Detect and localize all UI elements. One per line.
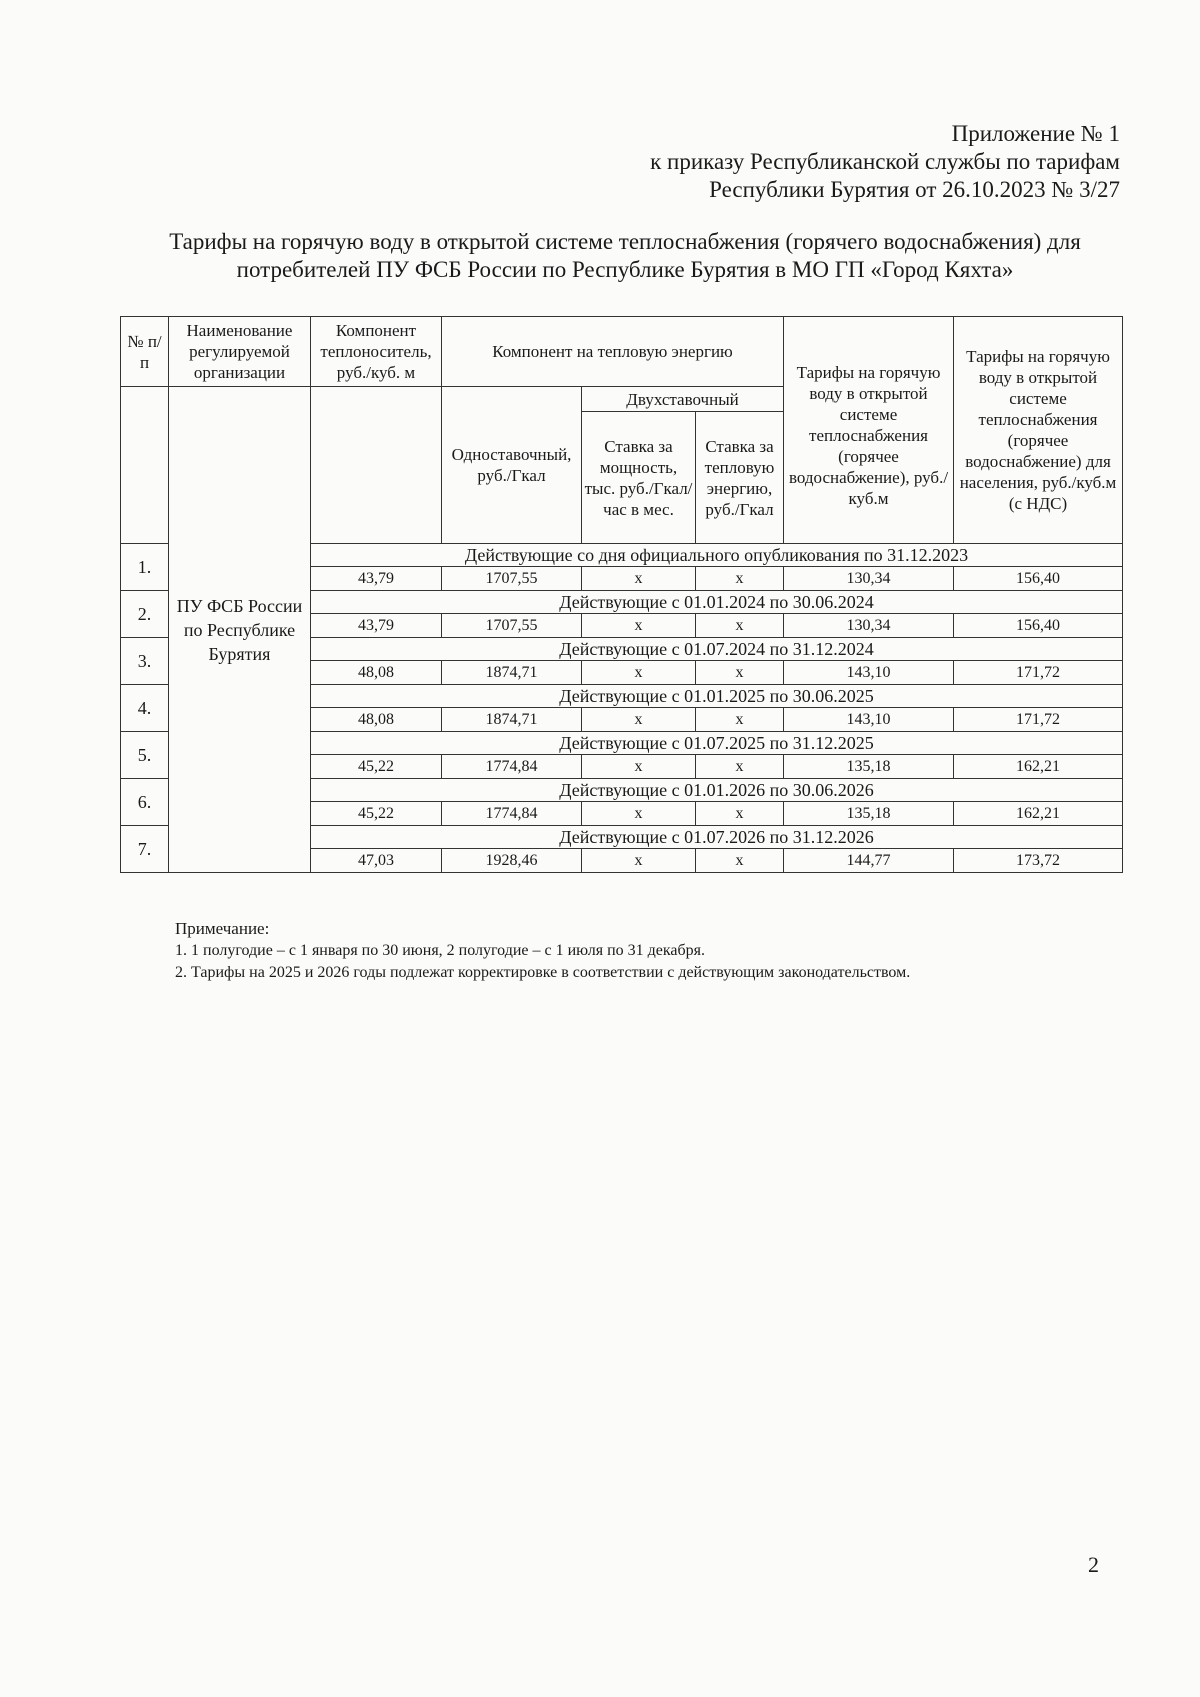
cell-one-rate: 1874,71 (442, 708, 582, 732)
cell-tariff: 143,10 (784, 708, 954, 732)
header-energy-rate: Ставка за тепловую энергию, руб./Гкал (696, 412, 784, 544)
attachment-header (420, 120, 1120, 204)
row-number: 1. (121, 544, 169, 591)
note-heading: Примечание: (175, 919, 270, 938)
row-number: 4. (121, 685, 169, 732)
tariff-table (120, 316, 1123, 873)
cell-tariff-pop: 156,40 (954, 567, 1123, 591)
cell-coolant: 47,03 (311, 849, 442, 873)
cell-energy: х (696, 849, 784, 873)
page-number: 2 (1088, 1552, 1099, 1577)
cell-energy: х (696, 567, 784, 591)
note-item-1: 1. 1 полугодие – с 1 января по 30 июня, 2 полугодие – с 1 июля по 31 декабря. (175, 942, 706, 959)
period-row: Действующие со дня официального опубликования по 31.12.2023 (311, 544, 1123, 567)
header-tariff-population: Тарифы на горячую воду в открытой системе теплоснабжения (горячее водоснабжение) для населения, руб./куб.м (с НДС) (954, 317, 1123, 544)
row-number: 2. (121, 591, 169, 638)
cell-tariff-pop: 156,40 (954, 614, 1123, 638)
header-coolant-empty (311, 387, 442, 544)
header-heat-component: Компонент на тепловую энергию (442, 317, 784, 387)
cell-tariff: 130,34 (784, 614, 954, 638)
header-org: Наименование регулируемой организации (169, 317, 311, 387)
cell-energy: х (696, 661, 784, 685)
row-number: 7. (121, 826, 169, 873)
row-number: 3. (121, 638, 169, 685)
cell-coolant: 45,22 (311, 802, 442, 826)
cell-energy: х (696, 614, 784, 638)
header-two-rate: Двухставочный (582, 387, 784, 412)
cell-one-rate: 1928,46 (442, 849, 582, 873)
cell-coolant: 48,08 (311, 708, 442, 732)
cell-capacity: х (582, 755, 696, 779)
period-row: Действующие с 01.07.2024 по 31.12.2024 (311, 638, 1123, 661)
cell-coolant: 48,08 (311, 661, 442, 685)
cell-tariff: 135,18 (784, 802, 954, 826)
document-title (125, 228, 1125, 284)
header-one-rate: Одноставочный, руб./Гкал (442, 387, 582, 544)
cell-tariff-pop: 173,72 (954, 849, 1123, 873)
cell-energy: х (696, 708, 784, 732)
period-row: Действующие с 01.07.2026 по 31.12.2026 (311, 826, 1123, 849)
cell-one-rate: 1774,84 (442, 802, 582, 826)
attachment-line-2: к приказу Республиканской службы по тарифам (650, 149, 1120, 174)
row-number: 6. (121, 779, 169, 826)
attachment-line-1: Приложение № 1 (951, 121, 1120, 146)
period-row: Действующие с 01.01.2025 по 30.06.2025 (311, 685, 1123, 708)
row-number: 5. (121, 732, 169, 779)
title-line-2: потребителей ПУ ФСБ России по Республике Бурятия в МО ГП «Город Кяхта» (236, 257, 1014, 282)
cell-one-rate: 1707,55 (442, 614, 582, 638)
org-name: ПУ ФСБ России по Республике Бурятия (169, 387, 311, 873)
cell-tariff: 135,18 (784, 755, 954, 779)
header-num: № п/п (121, 317, 169, 387)
cell-tariff: 144,77 (784, 849, 954, 873)
cell-tariff: 143,10 (784, 661, 954, 685)
period-row: Действующие с 01.01.2026 по 30.06.2026 (311, 779, 1123, 802)
cell-one-rate: 1774,84 (442, 755, 582, 779)
header-capacity-rate: Ставка за мощность, тыс. руб./Гкал/час в мес. (582, 412, 696, 544)
cell-coolant: 45,22 (311, 755, 442, 779)
cell-coolant: 43,79 (311, 614, 442, 638)
period-row: Действующие с 01.01.2024 по 30.06.2024 (311, 591, 1123, 614)
cell-capacity: х (582, 802, 696, 826)
cell-tariff-pop: 162,21 (954, 755, 1123, 779)
cell-capacity: х (582, 567, 696, 591)
cell-one-rate: 1707,55 (442, 567, 582, 591)
header-tariff: Тарифы на горячую воду в открытой системе теплоснабжения (горячее водоснабжение), руб./куб.м (784, 317, 954, 544)
cell-capacity: х (582, 708, 696, 732)
attachment-line-3: Республики Бурятия от 26.10.2023 № 3/27 (709, 177, 1120, 202)
period-row: Действующие с 01.07.2025 по 31.12.2025 (311, 732, 1123, 755)
cell-tariff: 130,34 (784, 567, 954, 591)
cell-tariff-pop: 162,21 (954, 802, 1123, 826)
cell-capacity: х (582, 661, 696, 685)
cell-tariff-pop: 171,72 (954, 708, 1123, 732)
title-line-1: Тарифы на горячую воду в открытой системе теплоснабжения (горячего водоснабжения) для (169, 229, 1081, 254)
cell-capacity: х (582, 614, 696, 638)
note-block (125, 918, 1105, 984)
cell-one-rate: 1874,71 (442, 661, 582, 685)
cell-energy: х (696, 755, 784, 779)
header-num-empty (121, 387, 169, 544)
note-item-2: 2. Тарифы на 2025 и 2026 годы подлежат корректировке в соответствии с действующим законодательством. (175, 964, 911, 981)
header-coolant: Компонент теплоноситель, руб./куб. м (311, 317, 442, 387)
cell-tariff-pop: 171,72 (954, 661, 1123, 685)
cell-capacity: х (582, 849, 696, 873)
cell-energy: х (696, 802, 784, 826)
cell-coolant: 43,79 (311, 567, 442, 591)
